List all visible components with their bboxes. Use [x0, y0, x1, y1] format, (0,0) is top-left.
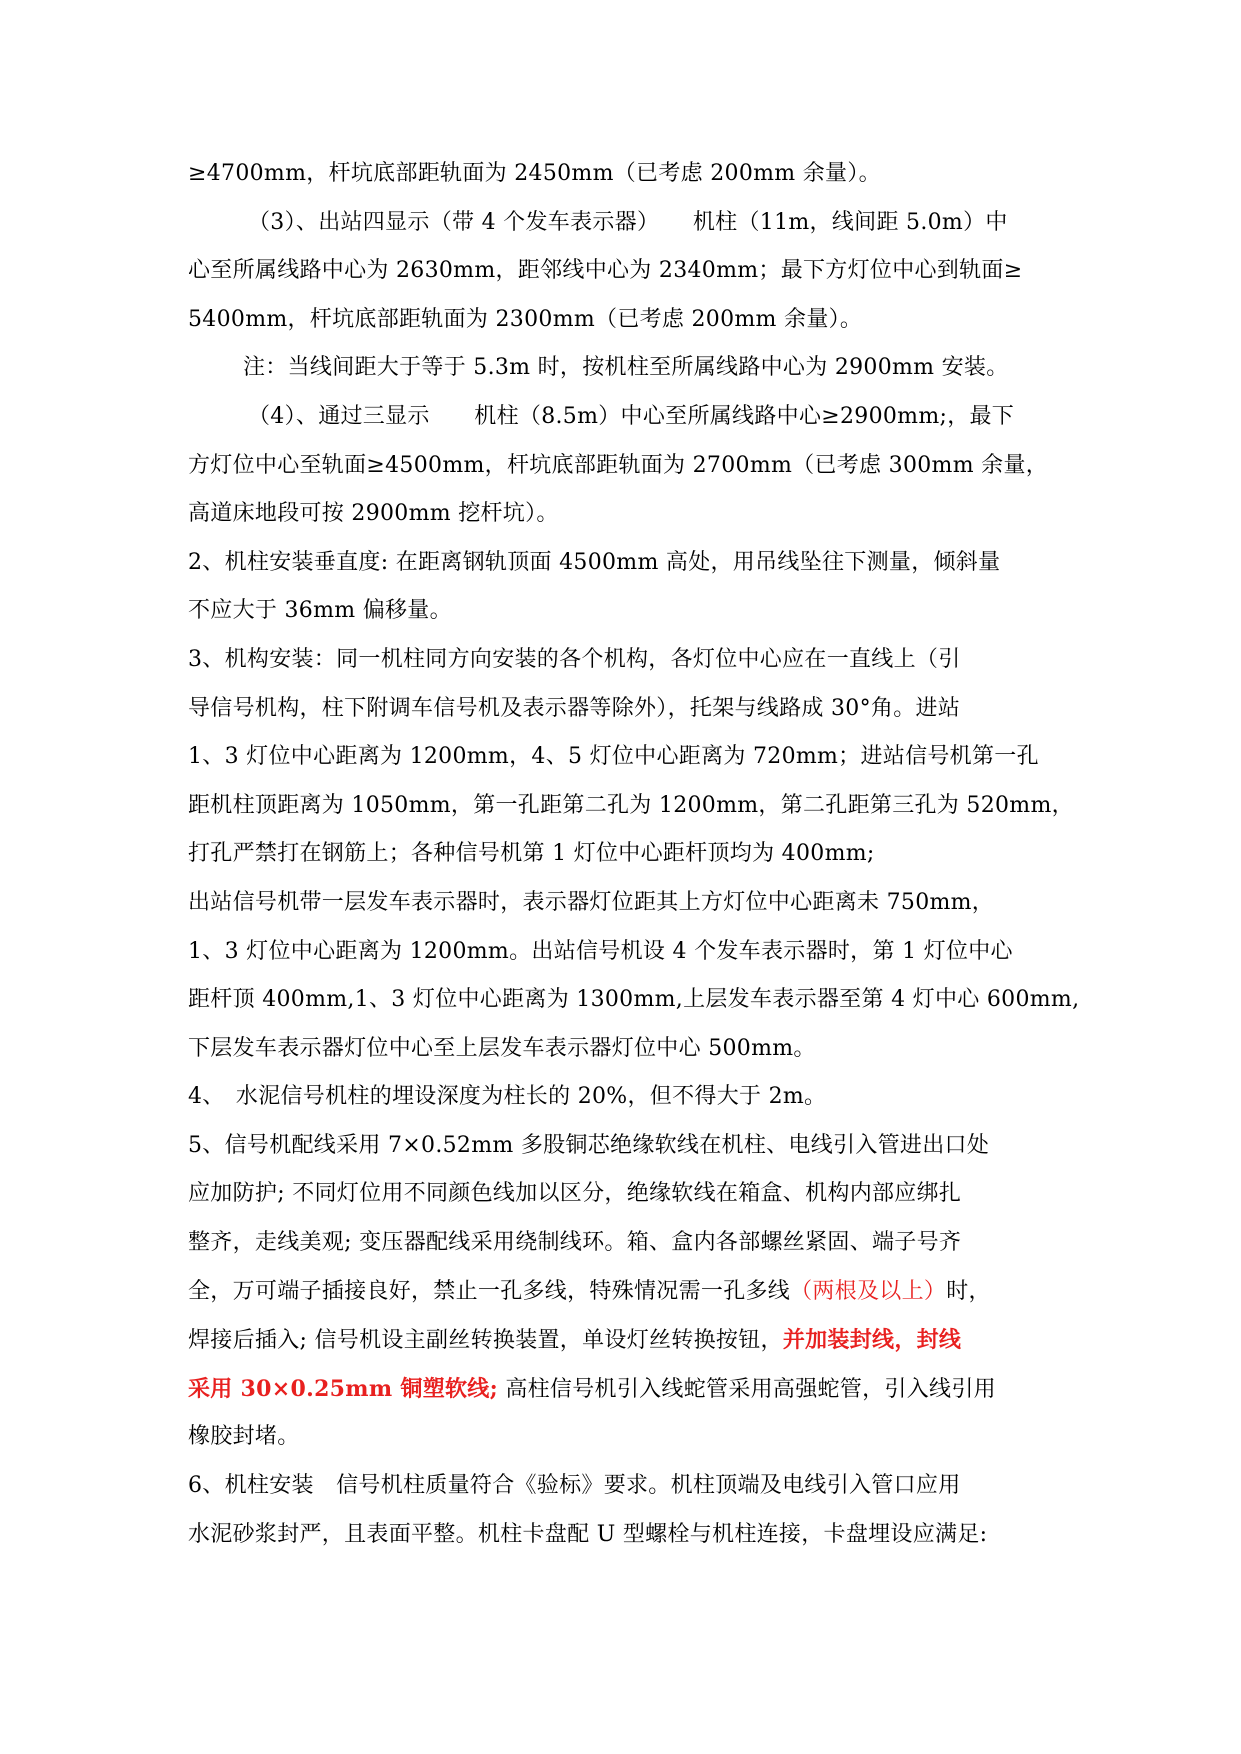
text-line [188, 976, 1080, 1025]
text-segment: （4）、通过三显示 机柱（8.5m）中心至所属线路中心≥2900mm;，最下 [248, 403, 1015, 429]
text-segment: 水泥砂浆封严，且表面平整。机柱卡盘配 U 型螺栓与机柱连接，卡盘埋设应满足: [188, 1521, 988, 1547]
text-line [188, 879, 1053, 928]
text-line [188, 1025, 1053, 1074]
text-line [188, 1268, 1053, 1317]
text-segment: 1、3 灯位中心距离为 1200mm，4、5 灯位中心距离为 720mm；进站信号机第一孔 [188, 744, 1039, 770]
text-line [188, 442, 1053, 491]
text-line [188, 490, 1053, 539]
text-segment: ≥4700mm，杆坑底部距轨面为 2450mm（已考虑 200mm 余量）。 [188, 161, 881, 186]
text-line [188, 636, 1053, 685]
text-line [188, 247, 1053, 296]
text-line [188, 150, 1053, 199]
text-line [188, 1316, 1053, 1365]
text-segment: 橡胶封堵。 [188, 1424, 300, 1450]
text-segment: 距杆顶 400mm,1、3 灯位中心距离为 1300mm,上层发车表示器至第 4 灯中心 600mm, [188, 987, 1080, 1013]
text-line [188, 733, 1053, 782]
text-segment: 1、3 灯位中心距离为 1200mm。出站信号机设 4 个发车表示器时，第 1 灯位中心 [188, 938, 1013, 964]
text-segment: 打孔严禁打在钢筋上；各种信号机第 1 灯位中心距杆顶均为 400mm; [188, 841, 875, 867]
text-line [188, 1073, 1053, 1122]
text-line [188, 1170, 1053, 1219]
text-segment: 整齐，走线美观; 变压器配线采用绕制线环。箱、盒内各部螺丝紧固、端子号齐 [188, 1230, 962, 1256]
highlighted-text-segment: （两根及以上） [790, 1278, 947, 1304]
text-line [188, 1511, 1053, 1560]
text-segment: 4、 水泥信号机柱的埋设深度为柱长的 20%，但不得大于 2m。 [188, 1084, 827, 1110]
text-segment: 5400mm，杆坑底部距轨面为 2300mm（已考虑 200mm 余量）。 [188, 306, 863, 332]
text-segment: 距机柱顶距离为 1050mm，第一孔距第二孔为 1200mm，第二孔距第三孔为 520mm， [188, 792, 1074, 818]
text-segment: 2、机柱安装垂直度: 在距离钢轨顶面 4500mm 高处，用吊线坠往下测量，倾斜量 [188, 549, 1001, 575]
text-line [188, 587, 1053, 636]
text-segment: 注：当线间距大于等于 5.3m 时，按机柱至所属线路中心为 2900mm 安装。 [243, 355, 1009, 381]
text-line [188, 539, 1053, 588]
text-segment: 下层发车表示器灯位中心至上层发车表示器灯位中心 500mm。 [188, 1035, 816, 1061]
text-line [188, 1413, 1053, 1462]
text-segment: 导信号机构，柱下附调车信号机及表示器等除外），托架与线路成 30°角。进站 [188, 695, 961, 721]
text-segment: 高道床地段可按 2900mm 挖杆坑）。 [188, 501, 559, 527]
text-line [188, 296, 1053, 345]
text-segment: 方灯位中心至轨面≥4500mm，杆坑底部距轨面为 2700mm（已考虑 300mm 余量， [188, 452, 1049, 478]
text-line [188, 1122, 1053, 1171]
text-line [188, 830, 1053, 879]
text-line [188, 1462, 1053, 1511]
text-segment: （3）、出站四显示（带 4 个发车表示器） 机柱（11m，线间距 5.0m）中 [248, 209, 1008, 235]
text-segment: 3、机构安装：同一机柱同方向安装的各个机构，各灯位中心应在一直线上（引 [188, 646, 961, 672]
text-segment: 时， [946, 1278, 991, 1304]
text-line [188, 1365, 1053, 1414]
text-segment: 5、信号机配线采用 7×0.52mm 多股铜芯绝缘软线在机柱、电线引入管进出口处 [188, 1132, 990, 1158]
text-line [188, 782, 1074, 831]
highlighted-text-segment: 采用 30×0.25mm 铜塑软线; [188, 1375, 499, 1402]
text-line [188, 393, 1053, 442]
text-segment: 全，万可端子插接良好，禁止一孔多线，特殊情况需一孔多线 [188, 1278, 791, 1304]
text-line [188, 928, 1053, 977]
highlighted-text-segment: 并加装封线，封线 [782, 1327, 962, 1354]
text-line [188, 685, 1053, 734]
text-segment: 6、机柱安装 信号机柱质量符合《验标》要求。机柱顶端及电线引入管口应用 [188, 1473, 961, 1499]
text-line [188, 1219, 1053, 1268]
text-segment: 不应大于 36mm 偏移量。 [188, 598, 452, 624]
document-body [188, 150, 1080, 1559]
text-segment: 焊接后插入; 信号机设主副丝转换装置，单设灯丝转换按钮， [188, 1328, 783, 1354]
text-segment: 高柱信号机引入线蛇管采用高强蛇管，引入线引用 [498, 1376, 996, 1402]
text-segment: 心至所属线路中心为 2630mm，距邻线中心为 2340mm；最下方灯位中心到轨面≥ [188, 258, 1023, 284]
text-segment: 出站信号机带一层发车表示器时，表示器灯位距其上方灯位中心距离未 750mm， [188, 889, 995, 915]
text-line [188, 199, 1053, 248]
text-segment: 应加防护; 不同灯位用不同颜色线加以区分，绝缘软线在箱盒、机构内部应绑扎 [188, 1181, 962, 1207]
document-page [188, 150, 1080, 1559]
text-line [188, 344, 1053, 393]
